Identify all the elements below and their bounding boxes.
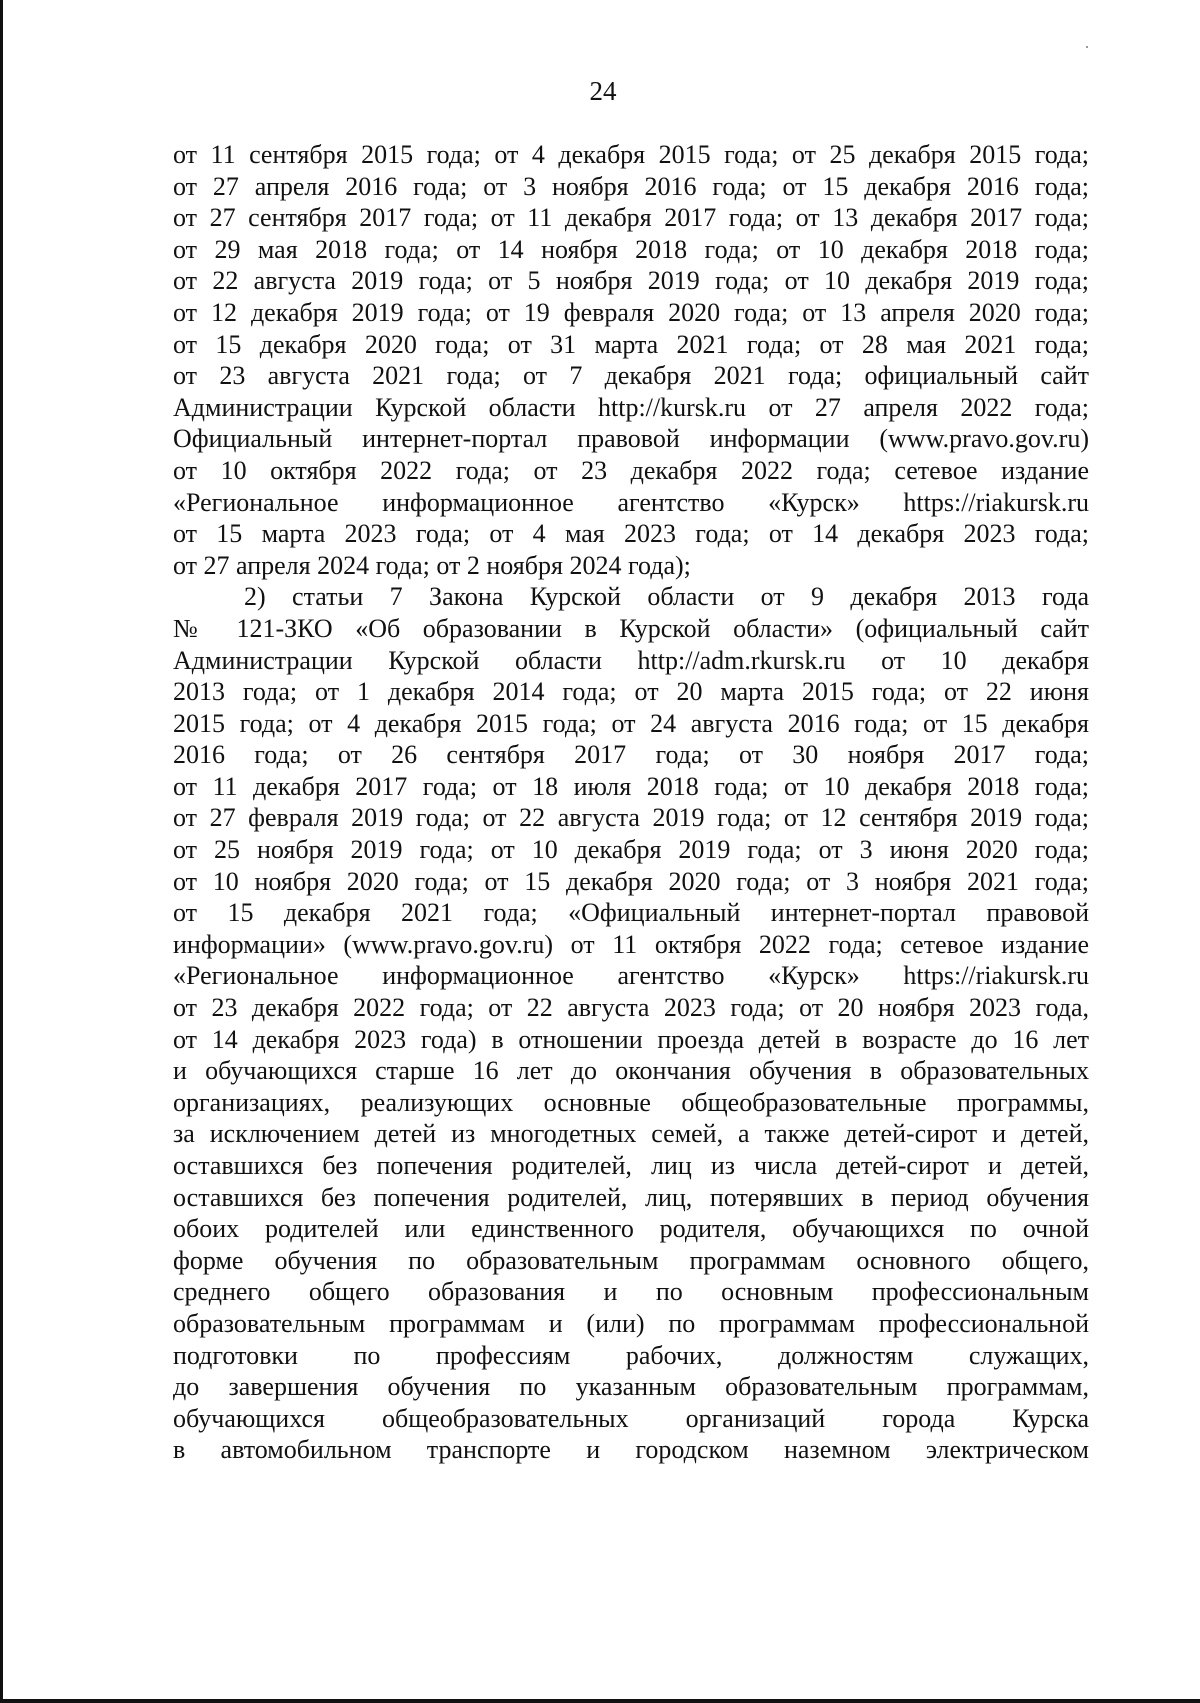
scan-speck xyxy=(1086,46,1088,48)
text-line: от 27 февраля 2019 года; от 22 августа 2019 года; от 12 сентября 2019 года; xyxy=(173,803,1089,833)
text-line: «Региональное информационное агентство «Курск» https://riakursk.ru xyxy=(173,487,1089,517)
text-line: 2013 года; от 1 декабря 2014 года; от 20 марта 2015 года; от 22 июня xyxy=(173,677,1089,707)
text-line: от 12 декабря 2019 года; от 19 февраля 2020 года; от 13 апреля 2020 года; xyxy=(173,297,1089,327)
text-line: «Региональное информационное агентство «Курск» https://riakursk.ru xyxy=(173,961,1089,991)
text-line: от 10 октября 2022 года; от 23 декабря 2022 года; сетевое издание xyxy=(173,455,1089,485)
text-line: среднего общего образования и по основным профессиональным xyxy=(173,1277,1089,1307)
text-line: № 121-ЗКО «Об образовании в Курской области» (официальный сайт xyxy=(173,613,1089,643)
text-line: 2016 года; от 26 сентября 2017 года; от 30 ноября 2017 года; xyxy=(173,740,1089,770)
text-line: от 23 декабря 2022 года; от 22 августа 2023 года; от 20 ноября 2023 года, xyxy=(173,993,1089,1023)
text-line: организациях, реализующих основные общеобразовательные программы, xyxy=(173,1087,1089,1117)
page-number: 24 xyxy=(589,76,617,106)
text-line: и обучающихся старше 16 лет до окончания обучения в образовательных xyxy=(173,1056,1089,1086)
text-line: до завершения обучения по указанным образовательным программам, xyxy=(173,1372,1089,1402)
text-line: образовательным программам и (или) по программам профессиональной xyxy=(173,1308,1089,1338)
text-line: от 10 ноября 2020 года; от 15 декабря 2020 года; от 3 ноября 2021 года; xyxy=(173,866,1089,896)
text-line: от 27 сентября 2017 года; от 11 декабря 2017 года; от 13 декабря 2017 года; xyxy=(173,203,1089,233)
text-line: от 15 марта 2023 года; от 4 мая 2023 года; от 14 декабря 2023 года; xyxy=(173,519,1089,549)
paragraph-2 xyxy=(173,581,1089,1466)
text-line: от 22 августа 2019 года; от 5 ноября 2019 года; от 10 декабря 2019 года; xyxy=(173,266,1089,296)
text-line: информации» (www.pravo.gov.ru) от 11 октября 2022 года; сетевое издание xyxy=(173,929,1089,959)
text-line: в автомобильном транспорте и городском наземном электрическом xyxy=(173,1435,1089,1465)
text-line: от 27 апреля 2024 года; от 2 ноября 2024 года); xyxy=(173,550,691,580)
text-line: подготовки по профессиям рабочих, должностям служащих, xyxy=(173,1340,1089,1370)
text-line: от 15 декабря 2021 года; «Официальный интернет-портал правовой xyxy=(173,898,1089,928)
text-line: за исключением детей из многодетных семей, а также детей-сирот и детей, xyxy=(173,1119,1089,1149)
text-line: 2015 года; от 4 декабря 2015 года; от 24 августа 2016 года; от 15 декабря xyxy=(173,708,1089,738)
paragraph-1 xyxy=(173,139,1089,581)
text-line: форме обучения по образовательным программам основного общего, xyxy=(173,1245,1089,1275)
text-line: Администрации Курской области http://kursk.ru от 27 апреля 2022 года; xyxy=(173,392,1089,422)
text-line: от 29 мая 2018 года; от 14 ноября 2018 года; от 10 декабря 2018 года; xyxy=(173,234,1089,264)
text-line: от 27 апреля 2016 года; от 3 ноября 2016 года; от 15 декабря 2016 года; xyxy=(173,171,1089,201)
text-line: от 14 декабря 2023 года) в отношении проезда детей в возрасте до 16 лет xyxy=(173,1024,1089,1054)
text-line: от 25 ноября 2019 года; от 10 декабря 2019 года; от 3 июня 2020 года; xyxy=(173,835,1089,865)
text-line: оставшихся без попечения родителей, лиц из числа детей-сирот и детей, xyxy=(173,1151,1089,1180)
text-line: обучающихся общеобразовательных организаций города Курска xyxy=(173,1403,1089,1433)
text-line: Официальный интернет-портал правовой информации (www.pravo.gov.ru) xyxy=(173,424,1089,454)
text-line: от 23 августа 2021 года; от 7 декабря 2021 года; официальный сайт xyxy=(173,361,1089,391)
text-line: оставшихся без попечения родителей, лиц, потерявших в период обучения xyxy=(173,1182,1089,1212)
text-line: 2) статьи 7 Закона Курской области от 9 декабря 2013 года xyxy=(244,582,1089,612)
text-line: Администрации Курской области http://adm.rkursk.ru от 10 декабря xyxy=(173,645,1089,675)
text-line: от 15 декабря 2020 года; от 31 марта 2021 года; от 28 мая 2021 года; xyxy=(173,329,1089,359)
text-line: от 11 сентября 2015 года; от 4 декабря 2015 года; от 25 декабря 2015 года; xyxy=(173,140,1089,169)
document-body xyxy=(173,139,1089,1466)
text-line: от 11 декабря 2017 года; от 18 июля 2018 года; от 10 декабря 2018 года; xyxy=(173,771,1089,801)
text-line: обоих родителей или единственного родителя, обучающихся по очной xyxy=(173,1214,1089,1244)
